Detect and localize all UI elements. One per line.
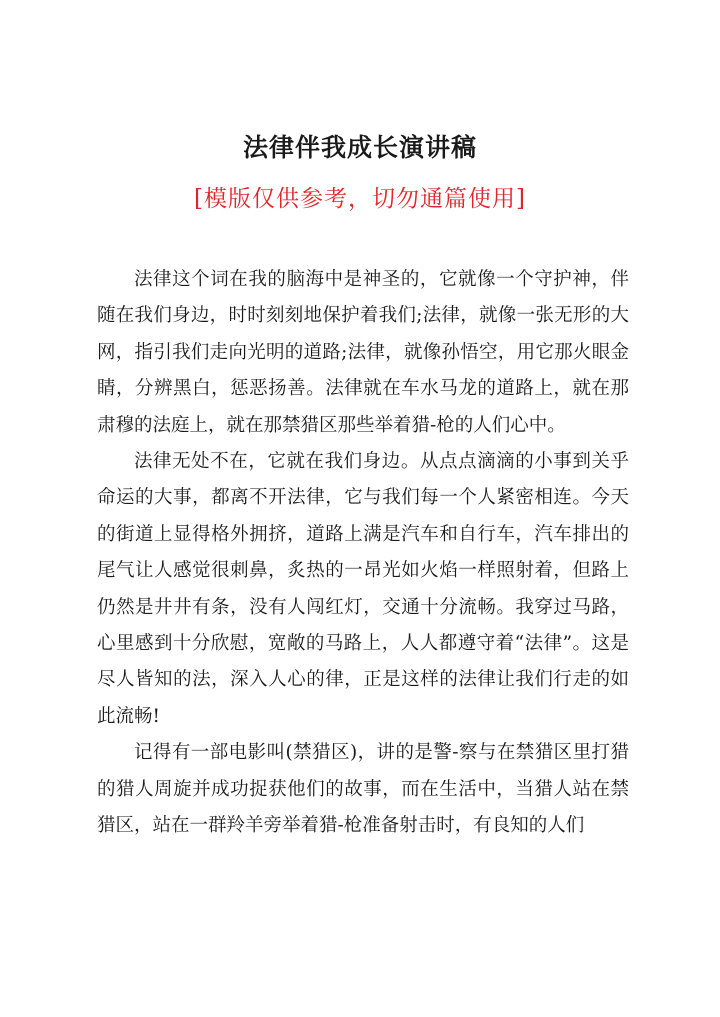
- document-title: 法律伴我成长演讲稿: [242, 133, 477, 162]
- template-notice: [模版仅供参考，切勿通篇使用]: [194, 186, 526, 212]
- paragraph-2: 法律无处不在，它就在我们身边。从点点滴滴的小事到关乎命运的大事，都离不开法律，它与我们每一个人紧密相连。今天的街道上显得格外拥挤，道路上满是汽车和自行车，汽车排出的尾气让人感觉很刺鼻，炙热的一昂光如火焰一样照射着，但路上仍然是井井有条，没有人闯红灯，交通十分流畅。我穿过马路，心里感到十分欣慰，宽敞的马路上，人人都遵守着“法律”。这是尽人皆知的法，深入人心的律，正是这样的法律让我们行走的如此流畅!: [97, 451, 629, 727]
- paragraph-3: 记得有一部电影叫(禁猎区)，讲的是警-察与在禁猎区里打猎的猎人周旋并成功捉获他们的故事，而在生活中，当猎人站在禁猎区，站在一群羚羊旁举着猎-枪准备射击时，有良知的人们: [97, 742, 629, 837]
- speech-body: [97, 262, 629, 845]
- paragraph-1: 法律这个词在我的脑海中是神圣的，它就像一个守护神，伴随在我们身边，时时刻刻地保护着我们;法律，就像一张无形的大网，指引我们走向光明的道路;法律，就像孙悟空，用它那火眼金睛，分辨黑白，惩恶扬善。法律就在车水马龙的道路上，就在那肃穆的法庭上，就在那禁猎区那些举着猎-枪的人们心中。: [97, 269, 629, 436]
